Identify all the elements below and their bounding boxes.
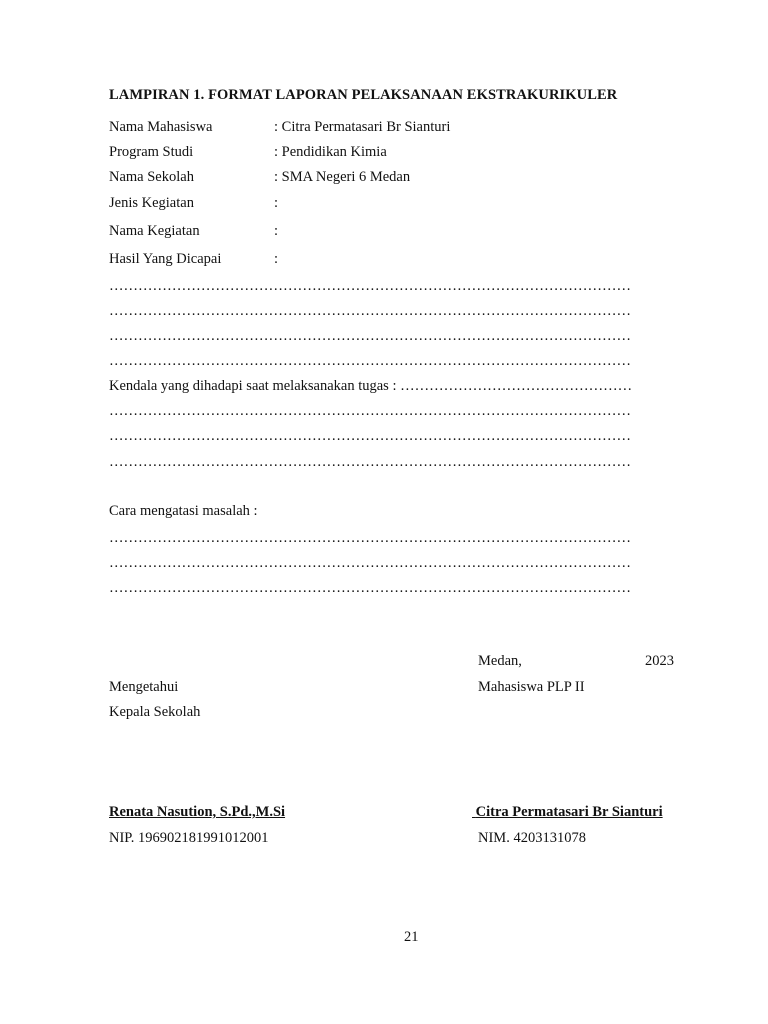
cara-dot-line: ……………………………………………………………………………………………… xyxy=(109,530,631,546)
right-sign-nim: NIM. 4203131078 xyxy=(478,830,586,846)
right-sign-line1: Mahasiswa PLP II xyxy=(478,679,585,695)
field-label-nama-sekolah: Nama Sekolah xyxy=(109,169,194,185)
kendala-trail-dots: ………………………………………… xyxy=(400,378,633,394)
field-value-hasil-dicapai: : xyxy=(274,251,279,267)
hasil-dot-line: ……………………………………………………………………………………………… xyxy=(109,303,631,319)
field-label-nama-mahasiswa: Nama Mahasiswa xyxy=(109,119,213,135)
place-label: Medan, xyxy=(478,653,522,669)
kendala-label xyxy=(109,377,632,395)
field-value-jenis-kegiatan: : xyxy=(274,195,279,211)
field-value-nama-mahasiswa: : Citra Permatasari Br Sianturi xyxy=(274,119,451,135)
left-sign-name: Renata Nasution, S.Pd.,M.Si xyxy=(109,804,286,820)
cara-dot-line: ……………………………………………………………………………………………… xyxy=(109,555,631,571)
field-label-hasil-dicapai: Hasil Yang Dicapai xyxy=(109,251,222,267)
left-sign-nip: NIP. 196902181991012001 xyxy=(109,830,269,846)
left-sign-line1: Mengetahui xyxy=(109,679,179,695)
right-sign-name-text: Citra Permatasari Br Sianturi xyxy=(475,804,663,820)
kendala-dot-line: ……………………………………………………………………………………………… xyxy=(109,403,631,419)
hasil-dot-line: ……………………………………………………………………………………………… xyxy=(109,328,631,344)
page-number: 21 xyxy=(404,929,419,945)
kendala-dot-line: ……………………………………………………………………………………………… xyxy=(109,428,631,444)
page-title: LAMPIRAN 1. FORMAT LAPORAN PELAKSANAAN EKSTRAKURIKULER xyxy=(109,87,618,103)
cara-mengatasi-label: Cara mengatasi masalah : xyxy=(109,503,258,519)
hasil-dot-line: ……………………………………………………………………………………………… xyxy=(109,278,631,294)
cara-dot-line: ……………………………………………………………………………………………… xyxy=(109,580,631,596)
kendala-label-text: Kendala yang dihadapi saat melaksanakan tugas : xyxy=(109,378,397,394)
year-label: 2023 xyxy=(645,653,674,669)
field-value-nama-kegiatan: : xyxy=(274,223,279,239)
kendala-dot-line: ……………………………………………………………………………………………… xyxy=(109,454,631,470)
field-label-program-studi: Program Studi xyxy=(109,144,194,160)
right-sign-name xyxy=(472,803,663,821)
left-sign-line2: Kepala Sekolah xyxy=(109,704,201,720)
field-label-jenis-kegiatan: Jenis Kegiatan xyxy=(109,195,194,211)
hasil-dot-line: ……………………………………………………………………………………………… xyxy=(109,353,631,369)
field-value-nama-sekolah: : SMA Negeri 6 Medan xyxy=(274,169,411,185)
field-label-nama-kegiatan: Nama Kegiatan xyxy=(109,223,200,239)
field-value-program-studi: : Pendidikan Kimia xyxy=(274,144,387,160)
